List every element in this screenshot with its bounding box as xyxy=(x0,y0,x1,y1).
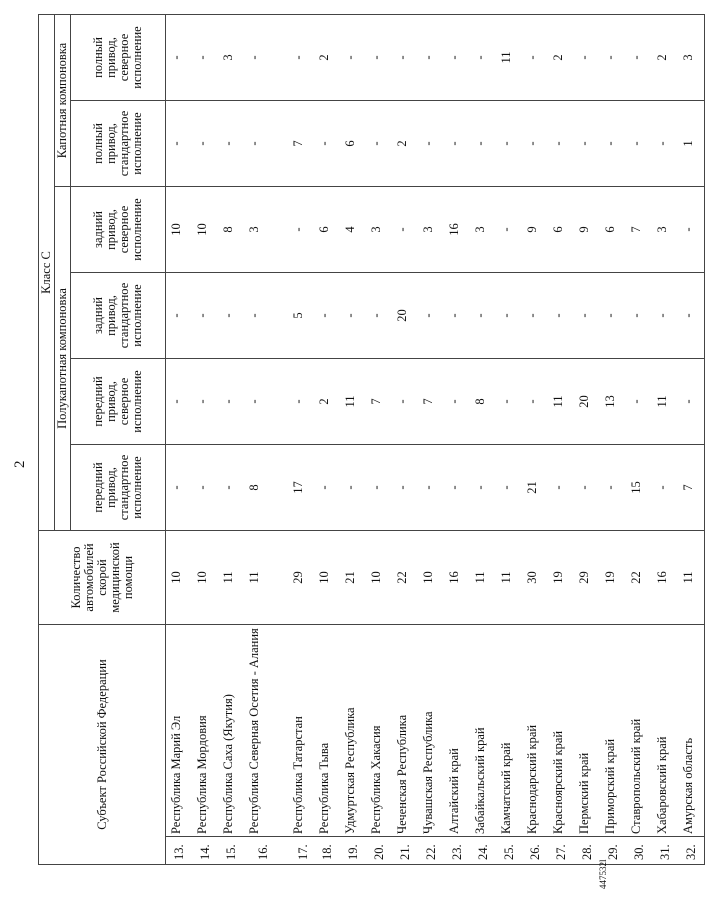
table-row xyxy=(496,15,522,865)
row-value: - xyxy=(340,445,366,531)
row-value: - xyxy=(282,187,314,273)
row-value: 3 xyxy=(678,15,705,101)
row-value: - xyxy=(496,187,522,273)
page-number: 2 xyxy=(12,460,28,468)
row-count: 10 xyxy=(366,531,392,625)
table-body xyxy=(166,15,705,865)
row-value: 16 xyxy=(444,187,470,273)
table-row xyxy=(444,15,470,865)
row-value: - xyxy=(652,101,678,187)
row-number: 27. xyxy=(548,837,574,865)
row-value: - xyxy=(218,101,244,187)
row-value: - xyxy=(522,101,548,187)
row-count: 30 xyxy=(522,531,548,625)
row-value: 2 xyxy=(314,15,340,101)
row-value: - xyxy=(678,359,705,445)
row-value: - xyxy=(166,273,193,359)
header-awd-std: полный привод, стандартное исполнение xyxy=(71,101,166,187)
row-subject: Пермский край xyxy=(574,625,600,837)
row-number: 21. xyxy=(392,837,418,865)
row-number: 28. xyxy=(574,837,600,865)
row-value: - xyxy=(418,101,444,187)
row-number: 19. xyxy=(340,837,366,865)
row-value: 15 xyxy=(626,445,652,531)
row-count: 11 xyxy=(218,531,244,625)
row-value: - xyxy=(192,273,218,359)
row-number: 23. xyxy=(444,837,470,865)
row-number: 29. xyxy=(600,837,626,865)
document-code: 447532l xyxy=(598,859,608,889)
row-value: - xyxy=(392,359,418,445)
row-value: - xyxy=(548,101,574,187)
row-subject: Республика Северная Осетия - Алания xyxy=(244,625,282,837)
row-count: 29 xyxy=(282,531,314,625)
row-subject: Хабаровский край xyxy=(652,625,678,837)
row-value: - xyxy=(470,101,496,187)
row-subject: Республика Марий Эл xyxy=(166,625,193,837)
row-count: 21 xyxy=(340,531,366,625)
row-value: 11 xyxy=(652,359,678,445)
row-count: 16 xyxy=(444,531,470,625)
row-subject: Удмуртская Республика xyxy=(340,625,366,837)
row-value: - xyxy=(548,445,574,531)
row-value: 8 xyxy=(218,187,244,273)
row-count: 10 xyxy=(166,531,193,625)
table-row xyxy=(314,15,340,865)
row-value: - xyxy=(366,15,392,101)
row-value: - xyxy=(192,15,218,101)
table-row xyxy=(626,15,652,865)
row-value: - xyxy=(392,15,418,101)
row-subject: Камчатский край xyxy=(496,625,522,837)
row-value: 11 xyxy=(340,359,366,445)
row-value: - xyxy=(522,273,548,359)
table-row xyxy=(678,15,705,865)
row-number: 22. xyxy=(418,837,444,865)
row-subject: Республика Мордовия xyxy=(192,625,218,837)
row-value: - xyxy=(496,359,522,445)
row-number: 17. xyxy=(282,837,314,865)
row-value: - xyxy=(444,359,470,445)
header-rear-std: задний привод, стандартное исполнение xyxy=(71,273,166,359)
row-value: 6 xyxy=(548,187,574,273)
row-value: 6 xyxy=(340,101,366,187)
row-value: - xyxy=(282,15,314,101)
row-value: - xyxy=(522,359,548,445)
row-number: 20. xyxy=(366,837,392,865)
row-value: - xyxy=(392,445,418,531)
table-row xyxy=(218,15,244,865)
table-row xyxy=(340,15,366,865)
row-count: 22 xyxy=(392,531,418,625)
row-count: 10 xyxy=(314,531,340,625)
row-value: 5 xyxy=(282,273,314,359)
row-value: 2 xyxy=(652,15,678,101)
row-count: 29 xyxy=(574,531,600,625)
row-value: - xyxy=(600,101,626,187)
row-value: - xyxy=(192,101,218,187)
row-value: - xyxy=(340,15,366,101)
table-row xyxy=(470,15,496,865)
row-subject: Забайкальский край xyxy=(470,625,496,837)
row-value: - xyxy=(244,273,282,359)
header-rear-north: задний привод, северное исполнение xyxy=(71,187,166,273)
row-value: - xyxy=(574,101,600,187)
row-value: 7 xyxy=(282,101,314,187)
header-front-north: передний привод, северное исполнение xyxy=(71,359,166,445)
row-value: 3 xyxy=(470,187,496,273)
row-value: - xyxy=(574,15,600,101)
row-value: - xyxy=(626,359,652,445)
ambulance-allocation-table xyxy=(38,14,705,865)
header-class: Класс С xyxy=(39,15,55,531)
row-value: - xyxy=(574,445,600,531)
row-value: - xyxy=(444,15,470,101)
row-value: 2 xyxy=(314,359,340,445)
row-subject: Красноярский край xyxy=(548,625,574,837)
header-front-std: передний привод, стандартное исполнение xyxy=(71,445,166,531)
row-value: - xyxy=(678,187,705,273)
table-row xyxy=(522,15,548,865)
row-value: 3 xyxy=(218,15,244,101)
table-row xyxy=(600,15,626,865)
table-row xyxy=(366,15,392,865)
row-value: - xyxy=(626,15,652,101)
row-value: - xyxy=(600,445,626,531)
row-subject: Чувашская Республика xyxy=(418,625,444,837)
row-value: 6 xyxy=(600,187,626,273)
table-row xyxy=(574,15,600,865)
row-number: 13. xyxy=(166,837,193,865)
row-value: 7 xyxy=(366,359,392,445)
row-value: 1 xyxy=(678,101,705,187)
header-semi-hood: Полукапотная компоновка xyxy=(55,187,71,531)
row-count: 11 xyxy=(470,531,496,625)
row-value: 2 xyxy=(548,15,574,101)
table-row xyxy=(244,15,282,865)
table-row xyxy=(548,15,574,865)
row-value: - xyxy=(166,445,193,531)
row-value: 3 xyxy=(652,187,678,273)
row-subject: Амурская область xyxy=(678,625,705,837)
row-value: 10 xyxy=(166,187,193,273)
row-subject: Республика Татарстан xyxy=(282,625,314,837)
row-value: 8 xyxy=(470,359,496,445)
row-number: 26. xyxy=(522,837,548,865)
row-subject: Республика Тыва xyxy=(314,625,340,837)
row-number: 24. xyxy=(470,837,496,865)
row-value: - xyxy=(192,359,218,445)
row-value: - xyxy=(496,101,522,187)
row-count: 11 xyxy=(496,531,522,625)
row-value: - xyxy=(166,15,193,101)
row-value: 9 xyxy=(574,187,600,273)
row-value: - xyxy=(470,445,496,531)
row-value: 17 xyxy=(282,445,314,531)
row-value: 10 xyxy=(192,187,218,273)
row-value: - xyxy=(314,101,340,187)
row-value: 21 xyxy=(522,445,548,531)
row-number: 15. xyxy=(218,837,244,865)
table-row xyxy=(652,15,678,865)
row-value: - xyxy=(218,445,244,531)
row-count: 11 xyxy=(678,531,705,625)
row-value: - xyxy=(418,15,444,101)
row-subject: Краснодарский край xyxy=(522,625,548,837)
row-count: 22 xyxy=(626,531,652,625)
row-value: - xyxy=(600,273,626,359)
row-value: 7 xyxy=(678,445,705,531)
row-value: - xyxy=(522,15,548,101)
row-value: - xyxy=(282,359,314,445)
row-value: 11 xyxy=(496,15,522,101)
row-count: 19 xyxy=(600,531,626,625)
row-value: - xyxy=(418,273,444,359)
row-value: - xyxy=(652,273,678,359)
header-hood: Капотная компоновка xyxy=(55,15,71,187)
row-value: 3 xyxy=(418,187,444,273)
row-subject: Республика Саха (Якутия) xyxy=(218,625,244,837)
row-value: - xyxy=(166,101,193,187)
header-awd-north: полный привод, северное исполнение xyxy=(71,15,166,101)
row-value: - xyxy=(626,273,652,359)
row-count: 11 xyxy=(244,531,282,625)
table-row xyxy=(418,15,444,865)
row-value: - xyxy=(244,15,282,101)
row-value: - xyxy=(314,273,340,359)
header-count: Количество автомобилей скорой медицинской помощи xyxy=(39,531,166,625)
row-count: 10 xyxy=(192,531,218,625)
row-value: 3 xyxy=(366,187,392,273)
table-row xyxy=(192,15,218,865)
row-count: 19 xyxy=(548,531,574,625)
row-number: 31. xyxy=(652,837,678,865)
row-value: - xyxy=(244,101,282,187)
row-value: - xyxy=(470,15,496,101)
header-subject: Субъект Российской Федерации xyxy=(39,625,166,865)
row-count: 16 xyxy=(652,531,678,625)
row-value: - xyxy=(626,101,652,187)
row-value: 7 xyxy=(418,359,444,445)
row-value: - xyxy=(418,445,444,531)
row-subject: Приморский край xyxy=(600,625,626,837)
table-row xyxy=(282,15,314,865)
row-value: - xyxy=(496,445,522,531)
row-value: 20 xyxy=(392,273,418,359)
row-number: 18. xyxy=(314,837,340,865)
row-value: - xyxy=(444,445,470,531)
row-value: - xyxy=(192,445,218,531)
row-value: - xyxy=(444,101,470,187)
row-subject: Ставропольский край xyxy=(626,625,652,837)
row-value: 4 xyxy=(340,187,366,273)
row-value: - xyxy=(244,359,282,445)
row-count: 10 xyxy=(418,531,444,625)
row-value: - xyxy=(366,273,392,359)
row-value: - xyxy=(218,273,244,359)
table-row xyxy=(166,15,193,865)
row-value: - xyxy=(166,359,193,445)
row-value: - xyxy=(600,15,626,101)
row-value: 7 xyxy=(626,187,652,273)
row-value: - xyxy=(496,273,522,359)
row-value: - xyxy=(340,273,366,359)
row-value: - xyxy=(314,445,340,531)
row-value: - xyxy=(444,273,470,359)
row-value: - xyxy=(574,273,600,359)
row-value: - xyxy=(218,359,244,445)
row-value: - xyxy=(548,273,574,359)
row-value: 2 xyxy=(392,101,418,187)
row-value: 8 xyxy=(244,445,282,531)
row-value: 20 xyxy=(574,359,600,445)
row-value: - xyxy=(652,445,678,531)
row-value: - xyxy=(392,187,418,273)
row-value: 3 xyxy=(244,187,282,273)
row-number: 16. xyxy=(244,837,282,865)
row-value: 9 xyxy=(522,187,548,273)
row-subject: Алтайский край xyxy=(444,625,470,837)
row-value: - xyxy=(678,273,705,359)
row-subject: Республика Хакасия xyxy=(366,625,392,837)
row-subject: Чеченская Республика xyxy=(392,625,418,837)
row-value: - xyxy=(366,445,392,531)
row-number: 25. xyxy=(496,837,522,865)
row-value: 6 xyxy=(314,187,340,273)
row-number: 32. xyxy=(678,837,705,865)
row-value: - xyxy=(366,101,392,187)
row-value: 11 xyxy=(548,359,574,445)
row-number: 30. xyxy=(626,837,652,865)
row-value: 13 xyxy=(600,359,626,445)
row-number: 14. xyxy=(192,837,218,865)
row-value: - xyxy=(470,273,496,359)
table-row xyxy=(392,15,418,865)
